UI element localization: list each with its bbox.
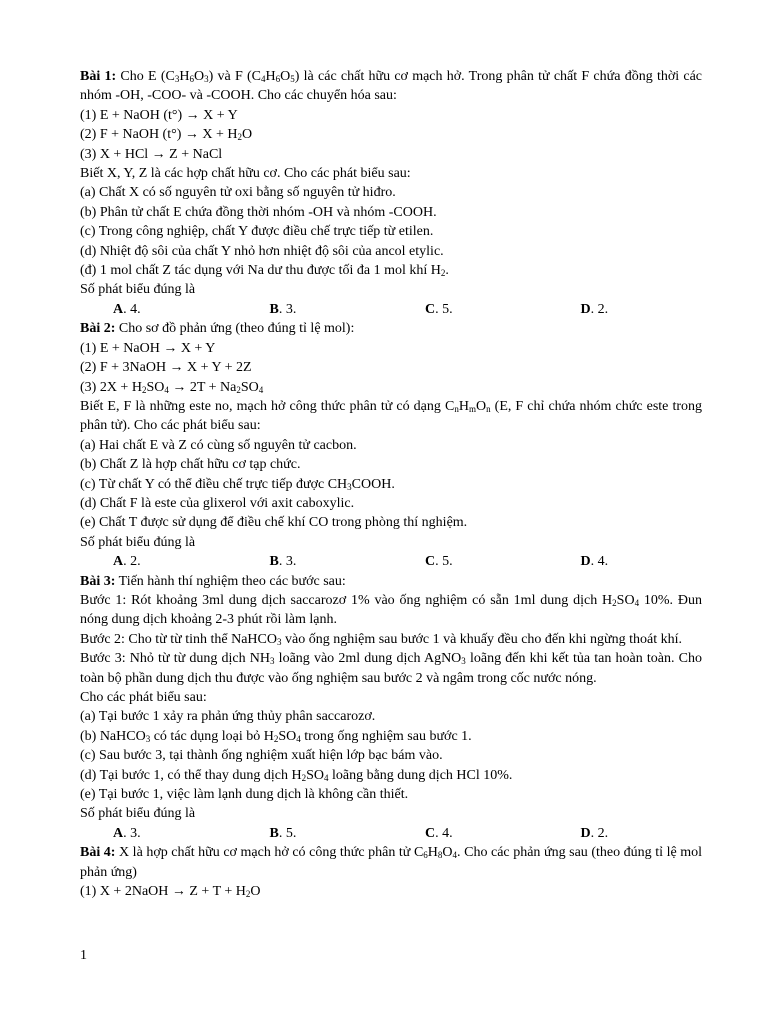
answer-option-d: D. 2. — [580, 301, 609, 317]
b3-steps — [80, 591, 702, 688]
answer-option-a: A. 3. — [113, 825, 141, 841]
b4-lines — [80, 882, 702, 901]
text-line: Số phát biểu đúng là — [80, 534, 196, 550]
text-line: (2) F + NaOH $(t^\circ) \to X + H_2O$ — [80, 127, 253, 143]
answer-option-b: B. 5. — [269, 825, 297, 841]
b2-title: Bài 2: — [80, 321, 116, 337]
b3-title: Bài 3: — [80, 573, 116, 589]
answer-option-d: D. 4. — [580, 554, 609, 570]
b1-lines — [80, 106, 702, 300]
text-line: Cho các phát biểu sau: — [80, 690, 207, 705]
b1-title: Bài 1: — [80, 69, 117, 84]
text-line: (d) Tại bước 1, có thể thay dung dịch $H_2SO_4$ loãng bằng dung dịch HCl 10%. — [80, 767, 513, 783]
text-line: (c) Sau bước 3, tại thành ống nghiệm xuất hiện lớp bạc bám vào. — [80, 748, 443, 764]
b1-intro: Bài 1: Cho E $(C_3H_6O_3)$ và F $(C_4H_6O_5)$ là các chất hữu cơ mạch hở. Trong phân tử chất F chứa đồng thời các nhóm -OH, -COO- và -COOH. Cho các chuyển hóa sau: — [80, 69, 703, 104]
b2-lines — [80, 339, 702, 397]
step-paragraph: Bước 3: Nhỏ từ từ dung dịch $NH_3$ loãng vào 2ml dung dịch AgNO$_3$ loãng đến khi kết tủa tan hoàn toàn. Cho toàn bộ phần dung dịch thu được vào ống nghiệm sau bước 2 và ngâm trong cốc nước nóng. — [80, 651, 702, 686]
b3-lines — [80, 688, 702, 824]
answer-option-b: B. 3. — [269, 554, 297, 570]
answer-option-a: A. 4. — [113, 301, 141, 317]
text-line: (1) X + 2NaOH → $Z + T + H_2O$ — [80, 884, 261, 900]
text-line: Số phát biểu đúng là — [80, 806, 196, 822]
b4-first: Bài 4: X là hợp chất hữu cơ mạch hở có công thức phân tử $C_6H_8O_4$. Cho các phản ứng sau (theo đúng tỉ lệ mol phản ứng) — [80, 845, 703, 880]
answer-option-c: C. 4. — [424, 825, 453, 841]
answer-option-b: B. 3. — [269, 301, 297, 317]
b2-lines2 — [80, 436, 702, 552]
text-line: Biết X, Y, Z là các hợp chất hữu cơ. Cho các phát biểu sau: — [80, 166, 411, 182]
text-line: (b) Chất Z là hợp chất hữu cơ tạp chức. — [80, 457, 301, 473]
b1-options — [80, 300, 702, 319]
text-line: (3) $2X + H_2SO_4 \to 2T + Na_2SO_4$ — [80, 379, 264, 395]
text-line: (b) NaHCO$_3$ có tác dụng loại bỏ $H_2SO_4$ trong ống nghiệm sau bước 1. — [80, 728, 472, 744]
text-line: (c) Từ chất Y có thể điều chế trực tiếp được $CH_3COOH$. — [80, 476, 395, 492]
text-line: (d) Chất F là este của glixerol với axit caboxylic. — [80, 495, 355, 511]
answer-option-c: C. 5. — [424, 301, 453, 317]
b3-first: Bài 3: Tiến hành thí nghiệm theo các bước sau: — [80, 573, 346, 589]
text-line: (1) E + NaOH (t°) → X + Y — [80, 107, 238, 123]
answer-option-c: C. 5. — [424, 554, 453, 570]
answer-option-d: D. 2. — [580, 825, 609, 841]
text-line: (d) Nhiệt độ sôi của chất Y nhỏ hơn nhiệt độ sôi của ancol etylic. — [80, 243, 444, 259]
text-line: (e) Tại bước 1, việc làm lạnh dung dịch là không cần thiết. — [80, 787, 409, 803]
text-line: (c) Trong công nghiệp, chất Y được điều chế trực tiếp từ etilen. — [80, 224, 434, 240]
step-paragraph: Bước 2: Cho từ từ tinh thể NaHCO$_3$ vào ống nghiệm sau bước 1 và khuấy đều cho đến khi ngừng thoát khí. — [80, 631, 683, 647]
text-line: (3) X + HCl → Z + NaCl — [80, 146, 223, 162]
text-line: (2) F + 3NaOH → X + Y + 2Z — [80, 360, 252, 376]
text-line: (a) Tại bước 1 xảy ra phản ứng thủy phân saccarozơ. — [80, 709, 376, 725]
text-line: (a) Hai chất E và Z có cùng số nguyên tử cacbon. — [80, 437, 357, 453]
b2-options — [80, 552, 702, 571]
document-page — [80, 67, 702, 901]
page-number: 1 — [80, 948, 87, 963]
b2-para: Biết E, F là những este no, mạch hở công thức phân tử có dạng $C_nH_mO_n$ (E, F chỉ chứa nhóm chức este trong phân tử). Cho các phát biểu sau: — [80, 398, 703, 434]
b4-title: Bài 4: — [80, 845, 116, 861]
text-line: Số phát biểu đúng là — [80, 282, 196, 298]
text-line: (đ) 1 mol chất Z tác dụng với Na dư thu được tối đa 1 mol khí $H_2$. — [80, 263, 449, 279]
b2-first: Bài 2: Cho sơ đồ phản ứng (theo đúng tỉ lệ mol): — [80, 321, 355, 337]
text-line: (e) Chất T được sử dụng để điều chế khí CO trong phòng thí nghiệm. — [80, 515, 468, 531]
text-line: (1) E + NaOH → X + Y — [80, 340, 216, 356]
answer-option-a: A. 2. — [113, 554, 141, 570]
step-paragraph: Bước 1: Rót khoảng 3ml dung dịch saccarozơ 1% vào ống nghiệm có sẵn 1ml dung dịch $H_2SO_4$ 10%. Đun nóng dung dịch khoảng 2-3 phút rồi làm lạnh. — [80, 592, 702, 628]
text-line: (b) Phân tử chất E chứa đồng thời nhóm -OH và nhóm -COOH. — [80, 204, 437, 220]
text-line: (a) Chất X có số nguyên tử oxi bằng số nguyên tử hiđro. — [80, 185, 396, 201]
b3-options — [80, 824, 702, 843]
